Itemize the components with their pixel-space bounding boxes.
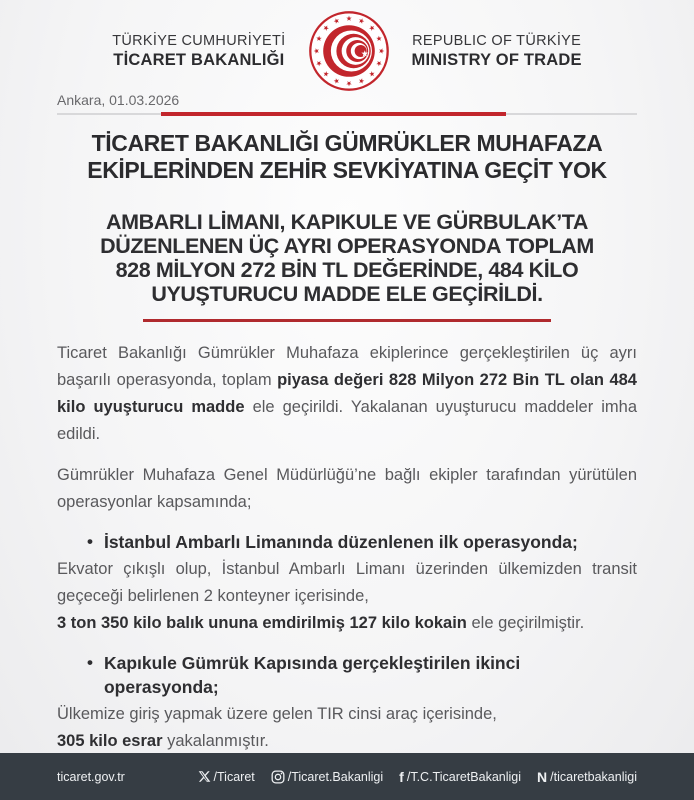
operation2-detail-post: yakalanmıştır. (162, 732, 269, 750)
header (0, 0, 694, 92)
org-en-line2: MINISTRY OF TRADE (411, 50, 582, 69)
social-handle: /Ticaret.Bakanligi (287, 769, 384, 784)
social-link-x[interactable] (198, 770, 255, 784)
paragraph-operations-intro: Gümrükler Muhafaza Genel Müdürlüğü’ne bağlı ekipler tarafından yürütülen operasyonlar kapsamında; (57, 466, 637, 511)
operation1-heading: • İstanbul Ambarlı Limanında düzenlenen ilk operasyonda; (103, 532, 578, 552)
social-link-facebook[interactable] (399, 770, 521, 784)
press-body (0, 340, 694, 755)
operation1-detail (57, 556, 637, 637)
operation2-detail-bold: 305 kilo esrar (57, 732, 163, 750)
nsosyal-icon: N (537, 768, 548, 785)
press-subtitle-line3: 828 MİLYON 272 BİN TL DEĞERİNDE, 484 KİLO (115, 258, 579, 282)
press-subtitle (0, 210, 694, 306)
header-divider (57, 113, 637, 115)
press-title-line1: TİCARET BAKANLIĞI GÜMRÜKLER MUHAFAZA (91, 130, 603, 156)
operation1-detail-bold: 3 ton 350 kilo balık ununa emdirilmiş 127 kilo kokain (57, 614, 467, 632)
operation1-detail-text: Ekvator çıkışlı olup, İstanbul Ambarlı Limanı üzerinden ülkemizden transit geçeceği belirlenen 2 konteyner içerisinde, (57, 560, 637, 605)
ministry-emblem-icon (306, 8, 392, 94)
press-subtitle-line1: AMBARLI LİMANI, KAPIKULE VE GÜRBULAK’TA (105, 210, 589, 234)
summary-text-post: ele geçirildi. Yakalanan uyuşturucu maddeler imha edildi. (57, 398, 638, 443)
summary-text-bold: piyasa değeri 828 Milyon 272 Bin TL olan 484 kilo uyuşturucu madde (57, 371, 637, 416)
operation2-heading: • Kapıkule Gümrük Kapısında gerçekleştirilen ikinci operasyonda; (103, 653, 521, 697)
press-title (0, 130, 694, 184)
website-link[interactable]: ticaret.gov.tr (57, 769, 125, 784)
instagram-icon (271, 770, 285, 784)
org-tr-line1: TÜRKİYE CUMHURİYETİ (112, 32, 286, 49)
press-subtitle-line2: DÜZENLENEN ÜÇ AYRI OPERASYONDA TOPLAM (100, 234, 594, 258)
footer (0, 753, 694, 800)
org-name-turkish (112, 33, 285, 70)
paragraph-summary (57, 340, 637, 448)
org-tr-line2: TİCARET BAKANLIĞI (113, 50, 285, 69)
operation2-detail (57, 701, 637, 755)
social-link-nsosyal[interactable] (537, 770, 637, 784)
social-links (198, 770, 637, 784)
operation2-detail-text: Ülkemize giriş yapmak üzere gelen TIR cinsi araç içerisinde, (57, 705, 497, 723)
header-divider-red-segment (161, 112, 506, 116)
x-icon (198, 770, 211, 783)
social-handle: /T.C.TicaretBakanligi (406, 769, 522, 784)
social-handle: /Ticaret (213, 769, 255, 784)
social-link-instagram[interactable] (271, 770, 383, 784)
press-title-line2: EKİPLERİNDEN ZEHİR SEVKİYATINA GEÇİT YOK (87, 157, 607, 183)
dateline: Ankara, 01.03.2026 (57, 92, 180, 108)
social-handle: /ticaretbakanligi (550, 769, 637, 784)
operation1-detail-post: ele geçirilmiştir. (466, 614, 585, 632)
operation2-bullet (87, 651, 637, 699)
summary-text-pre: Ticaret Bakanlığı Gümrükler Muhafaza ekiplerince gerçekleştirilen üç ayrı başarılı operasyonda, toplam (57, 344, 637, 389)
facebook-icon: f (399, 768, 404, 785)
press-subtitle-line4: UYUŞTURUCU MADDE ELE GEÇİRİLDİ. (151, 282, 543, 306)
org-name-english (412, 33, 582, 70)
operation1-bullet (87, 530, 637, 554)
org-en-line1: REPUBLIC OF TÜRKİYE (412, 32, 582, 49)
subtitle-rule (143, 319, 551, 322)
